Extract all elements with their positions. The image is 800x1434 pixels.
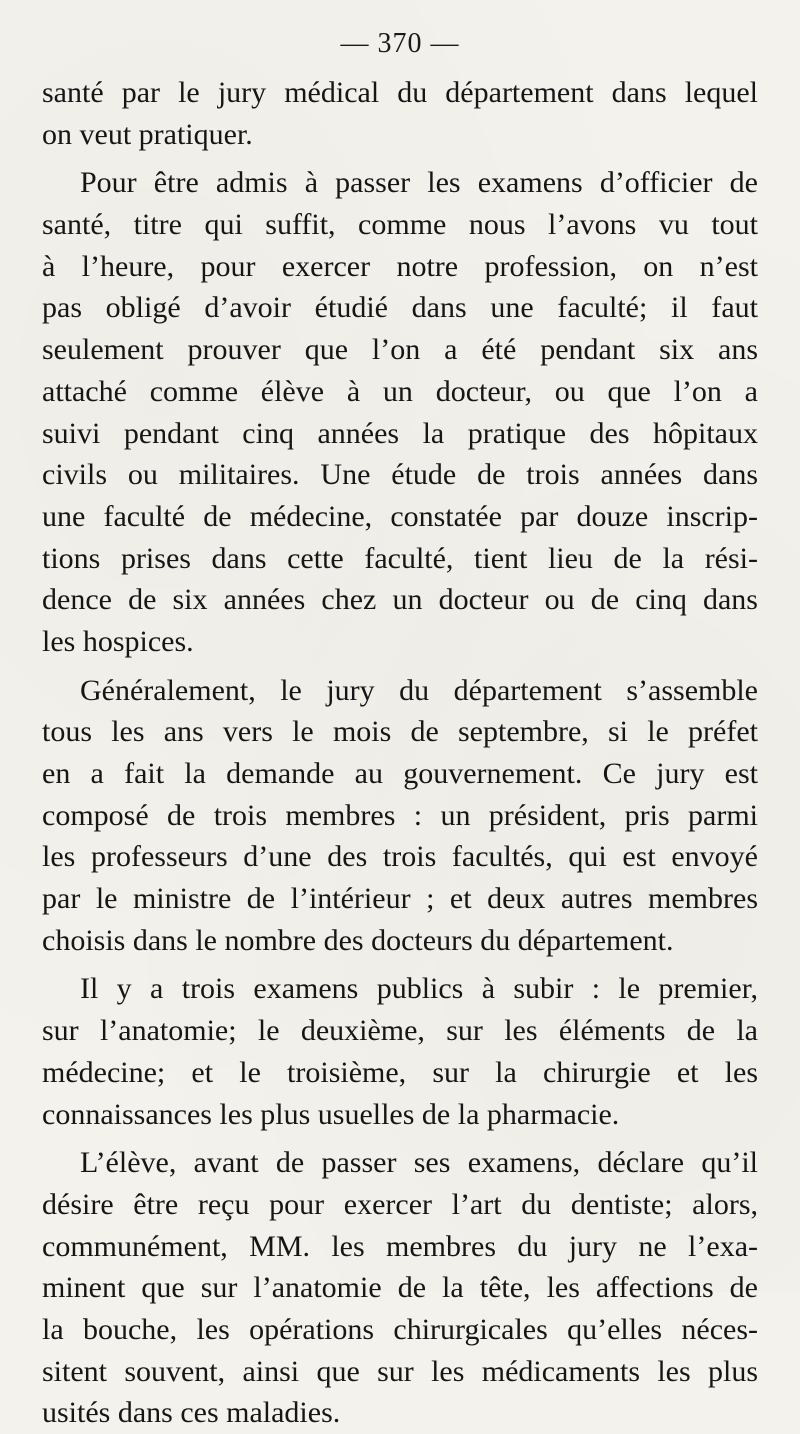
text-line: en a fait la demande au gouvernement. Ce jury est — [42, 757, 758, 790]
text-line: seulement prouver que l’on a été pendant six ans — [42, 333, 758, 367]
text-line: sitent souvent, ainsi que sur les médicaments les plus — [42, 1354, 758, 1388]
text-line: communément, MM. les membres du jury ne l’exa- — [42, 1229, 758, 1263]
paragraph — [42, 968, 758, 1135]
paragraph — [42, 162, 758, 662]
paragraph — [42, 670, 758, 962]
page-number: — 370 — — [340, 28, 460, 59]
text-line: à l’heure, pour exercer notre profession, on n’est — [42, 249, 758, 283]
paragraph — [42, 1142, 758, 1434]
text-line: tous les ans vers le mois de septembre, si le préfet — [42, 715, 758, 749]
text-line: civils ou militaires. Une étude de trois années dans — [42, 458, 758, 492]
text-line: connaissances les plus usuelles de la pharmacie. — [42, 1097, 620, 1131]
text-line: les professeurs d’une des trois facultés, qui est envoyé — [42, 840, 758, 874]
text-line: Pour être admis à passer les examens d’officier de — [80, 166, 758, 200]
text-line: désire être reçu pour exercer l’art du dentiste; alors, — [42, 1187, 758, 1221]
text-line: pas obligé d’avoir étudié dans une faculté; il faut — [42, 291, 758, 325]
text-line: usités dans ces maladies. — [42, 1396, 341, 1430]
text-line: sur l’anatomie; le deuxième, sur les éléments de la — [42, 1014, 758, 1048]
text-line: Il y a trois examens publics à subir : le premier, — [80, 972, 758, 1006]
text-line: minent que sur l’anatomie de la tête, les affections de — [42, 1271, 758, 1305]
body-text — [42, 72, 758, 1434]
text-line: tions prises dans cette faculté, tient lieu de la rési- — [42, 541, 758, 575]
text-line: attaché comme élève à un docteur, ou que l’on a — [42, 374, 758, 408]
text-line: santé, titre qui suffit, comme nous l’avons vu tout — [42, 208, 758, 242]
text-line: une faculté de médecine, constatée par douze inscrip- — [42, 499, 758, 533]
text-line: dence de six années chez un docteur ou de cinq dans — [42, 583, 758, 617]
text-line: L’élève, avant de passer ses examens, déclare qu’il — [80, 1146, 758, 1180]
text-line: choisis dans le nombre des docteurs du département. — [42, 923, 674, 957]
text-line: santé par le jury médical du département dans lequel — [42, 76, 758, 109]
text-line: médecine; et le troisième, sur la chirurgie et les — [42, 1055, 758, 1089]
paragraph — [42, 72, 758, 155]
text-line: composé de trois membres : un président, pris parmi — [42, 798, 758, 832]
text-line: par le ministre de l’intérieur ; et deux autres membres — [42, 882, 758, 916]
text-line: suivi pendant cinq années la pratique des hôpitaux — [42, 416, 758, 450]
text-line: la bouche, les opérations chirurgicales qu’elles néces- — [42, 1312, 758, 1346]
text-line: les hospices. — [42, 624, 194, 658]
text-line: Généralement, le jury du département s’assemble — [80, 673, 758, 707]
text-line: on veut pratiquer. — [42, 117, 253, 151]
